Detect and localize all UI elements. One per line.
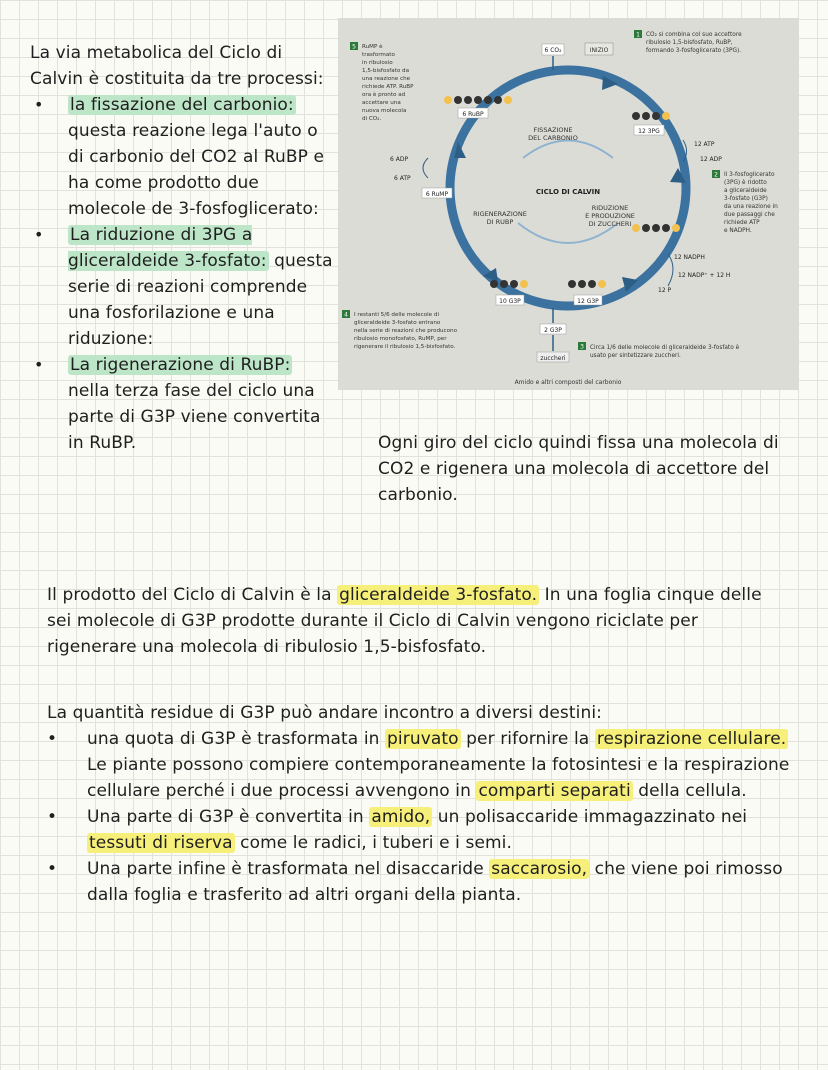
svg-text:3-fosfato (G3P): 3-fosfato (G3P) xyxy=(724,196,768,202)
svg-text:ribulosio 1,5-bisfosfato, RuBP: ribulosio 1,5-bisfosfato, RuBP, xyxy=(646,40,733,46)
step3-text-2: usato per sintetizzare zuccheri. xyxy=(590,353,681,359)
svg-text:rigenerare il ribulosio 1,5-bi: rigenerare il ribulosio 1,5-bisfosfato. xyxy=(354,344,456,350)
g3p-right-molecules xyxy=(632,224,680,232)
inizio-label: INIZIO xyxy=(589,47,609,54)
svg-text:nuova molecola: nuova molecola xyxy=(362,108,407,114)
step3-num: 3 xyxy=(580,343,584,351)
step2-num: 2 xyxy=(714,171,718,179)
process-regeneration xyxy=(30,352,335,456)
svg-text:Il 3-fosfoglicerato: Il 3-fosfoglicerato xyxy=(724,172,775,178)
nadph-label: 12 NADPH xyxy=(674,254,705,261)
hl-sucrose: saccarosio, xyxy=(491,859,588,879)
svg-text:gliceraldeide 3-fosfato entran: gliceraldeide 3-fosfato entrano xyxy=(354,320,441,326)
inner-arc-top xyxy=(523,141,613,159)
adp12-label: 12 ADP xyxy=(700,156,722,163)
destination-item-sucrose: • Una parte infine è trasformata nel disaccaride saccarosio, che viene poi rimosso dalla foglia e trasferito ad altri organi della pianta. xyxy=(47,856,807,908)
hl-pyruvate: piruvato xyxy=(387,729,459,749)
product-paragraph xyxy=(47,582,787,660)
atp12-label: 12 ATP xyxy=(694,141,715,148)
pga-molecules xyxy=(632,112,670,120)
step4-text xyxy=(354,312,458,350)
svg-text:richiede ATP: richiede ATP xyxy=(724,220,760,226)
svg-text:trasformato: trasformato xyxy=(362,52,395,58)
step3-text-1: Circa 1/6 delle molecole di gliceraldeide 3-fosfato è xyxy=(590,345,740,351)
svg-text:richiede ATP. RuBP: richiede ATP. RuBP xyxy=(362,84,414,90)
calvin-cycle-figure xyxy=(338,18,799,390)
atp6-arrow xyxy=(423,158,428,178)
process-regeneration-text: nella terza fase del ciclo una parte di G3P viene convertita in RuBP. xyxy=(68,381,321,453)
process-fixation xyxy=(30,92,335,222)
svg-text:di CO₂.: di CO₂. xyxy=(362,116,382,122)
svg-text:formando 3-fosfoglicerato (3PG: formando 3-fosfoglicerato (3PG). xyxy=(646,48,742,54)
svg-text:CO₂ si combina col suo accetto: CO₂ si combina col suo accettore xyxy=(646,32,742,38)
atp6-label: 6 ATP xyxy=(394,175,411,182)
p12-label: 12 P xyxy=(658,287,672,294)
svg-text:una reazione che: una reazione che xyxy=(362,76,411,82)
svg-text:e NADPH.: e NADPH. xyxy=(724,228,752,234)
svg-text:accettare una: accettare una xyxy=(362,100,401,106)
rump-label: 6 RuMP xyxy=(425,191,449,198)
hl-respiration: respirazione cellulare. xyxy=(596,729,787,749)
g3p10-label: 10 G3P xyxy=(499,298,521,305)
process-reduction xyxy=(30,222,335,352)
process-reduction-text: questa serie di reazioni comprende una fosforilazione e una riduzione: xyxy=(68,251,333,349)
phase-fixation-1: FISSAZIONE xyxy=(533,126,573,134)
svg-text:ribulosio monofosfato, RuMP, p: ribulosio monofosfato, RuMP, per xyxy=(354,336,447,342)
product-highlight: gliceraldeide 3-fosfato. xyxy=(339,585,538,605)
hl-compartments: comparti separati xyxy=(478,781,631,801)
destinations-section xyxy=(47,700,807,908)
svg-text:I restanti 5/6 delle molecole: I restanti 5/6 delle molecole di xyxy=(354,312,439,318)
adp6-label: 6 ADP xyxy=(390,156,409,163)
hl-storage-tissue: tessuti di riserva xyxy=(89,833,233,853)
cycle-summary-note: Ogni giro del ciclo quindi fissa una molecola di CO2 e rigenera una molecola di accettore del carbonio. xyxy=(378,433,779,505)
calvin-cycle-diagram xyxy=(338,18,799,390)
co2-label: 6 CO₂ xyxy=(544,47,562,54)
step5-text xyxy=(362,43,414,122)
rubp-label: 6 RuBP xyxy=(462,111,484,118)
step5-num: 5 xyxy=(352,43,356,51)
zuccheri-label: zuccheri xyxy=(540,355,566,362)
g3p2-label: 2 G3P xyxy=(544,327,562,334)
g3p12-molecules xyxy=(568,280,606,288)
nadph-arrow xyxy=(668,254,673,286)
pga-label: 12 3PG xyxy=(638,128,660,135)
phase-regeneration-1: RIGENERAZIONE xyxy=(473,210,527,218)
step1-num: 1 xyxy=(636,31,640,39)
step4-num: 4 xyxy=(344,311,348,319)
process-reduction-title: La riduzione di 3PG a gliceraldeide 3-fosfato: xyxy=(68,225,267,271)
product-text-before: Il prodotto del Ciclo di Calvin è la xyxy=(47,585,338,605)
svg-text:RuMP è: RuMP è xyxy=(362,44,383,50)
svg-text:a gliceraldeide: a gliceraldeide xyxy=(724,188,767,194)
svg-text:in ribulosio: in ribulosio xyxy=(362,60,393,66)
nadp-label: 12 NADP⁺ + 12 H xyxy=(678,272,731,279)
destination-item-pyruvate: • una quota di G3P è trasformata in piruvato per rifornire la respirazione cellulare. Le piante possono compiere contemporaneamente la fotosintesi e la respirazione cellulare perché i due processi avvengono in comparti separati della cellula. xyxy=(47,726,807,804)
phase-reduction-2: E PRODUZIONE xyxy=(585,212,635,220)
phase-reduction-1: RIDUZIONE xyxy=(591,204,629,212)
svg-text:due passaggi che: due passaggi che xyxy=(724,212,775,218)
phase-reduction-3: DI ZUCCHERI xyxy=(588,220,632,228)
svg-text:(3PG) è ridotto: (3PG) è ridotto xyxy=(724,180,767,186)
hl-starch: amido, xyxy=(371,807,431,827)
g3p12-label: 12 G3P xyxy=(577,298,599,305)
process-regeneration-title: La rigenerazione di RuBP: xyxy=(70,355,291,375)
svg-text:nella serie di reazioni che pr: nella serie di reazioni che producono xyxy=(354,328,458,334)
destination-item-starch: • Una parte di G3P è convertita in amido, un polisaccaride immagazzinato nei tessuti di riserva come le radici, i tuberi e i semi. xyxy=(47,804,807,856)
svg-text:ora è pronto ad: ora è pronto ad xyxy=(362,92,406,98)
phase-fixation-2: DEL CARBONIO xyxy=(528,134,578,142)
process-fixation-text: questa reazione lega l'auto o di carbonio del CO2 al RuBP e ha come prodotto due molecole de 3-fosfoglicerato: xyxy=(68,121,325,219)
svg-text:1,5-bisfosfato da: 1,5-bisfosfato da xyxy=(362,68,410,74)
intro-text: La via metabolica del Ciclo di Calvin è costituita da tre processi: xyxy=(30,43,324,89)
destinations-intro: La quantità residue di G3P può andare incontro a diversi destini: xyxy=(47,703,602,723)
process-fixation-title: la fissazione del carbonio: xyxy=(70,95,294,115)
amido-label: Amido e altri composti del carbonio xyxy=(514,379,622,386)
center-label: CICLO DI CALVIN xyxy=(535,188,601,196)
step1-text xyxy=(646,32,742,54)
step2-text xyxy=(724,172,778,234)
phase-regeneration-2: DI RUBP xyxy=(486,218,514,226)
svg-text:da una reazione in: da una reazione in xyxy=(724,204,778,210)
product-text-after: In una foglia cinque delle sei molecole di G3P prodotte durante il Ciclo di Calvin vengono riciclate per rigenerare una molecola di ribulosio 1,5-bisfosfato. xyxy=(47,585,762,657)
rubp-molecules xyxy=(444,96,512,104)
left-column xyxy=(30,40,335,456)
